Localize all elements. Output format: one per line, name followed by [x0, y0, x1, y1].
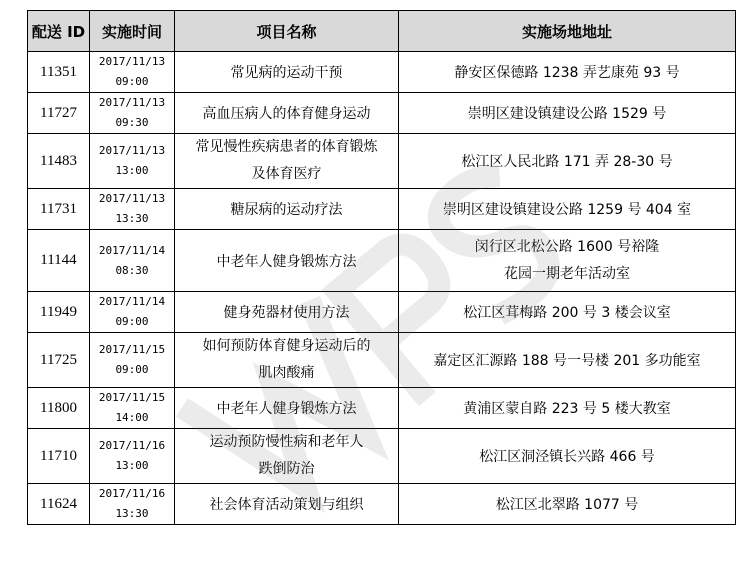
cell-clock: 09:00 — [115, 75, 149, 88]
cell-time — [90, 93, 175, 134]
cell-date: 2017/11/16 — [98, 439, 166, 452]
project-name-line: 常见慢性疾病患者的体育锻炼 — [195, 139, 378, 155]
table-row — [28, 292, 736, 333]
cell-clock: 13:30 — [115, 212, 149, 225]
cell-clock: 13:00 — [115, 164, 149, 177]
cell-delivery-id: 11800 — [28, 388, 90, 429]
project-name-line: 跌倒防治 — [258, 461, 315, 477]
cell-date: 2017/11/14 — [98, 295, 166, 308]
cell-address — [399, 333, 736, 388]
cell-time — [90, 388, 175, 429]
cell-project-name — [175, 429, 399, 484]
cell-date: 2017/11/14 — [98, 243, 166, 257]
table-row — [28, 429, 736, 484]
cell-project-name — [175, 52, 399, 93]
project-name-line: 及体育医疗 — [251, 166, 322, 182]
cell-delivery-id: 11949 — [28, 292, 90, 333]
cell-date: 2017/11/13 — [98, 96, 166, 109]
table-body — [28, 52, 736, 525]
cell-delivery-id: 11727 — [28, 93, 90, 134]
project-name-line: 中老年人健身锻炼方法 — [216, 253, 357, 270]
project-name-line: 运动预防慢性病和老年人 — [209, 434, 364, 450]
cell-clock: 09:00 — [115, 363, 149, 376]
table-row — [28, 134, 736, 189]
cell-time — [90, 292, 175, 333]
address-line: 崇明区建设镇建设公路 1529 号 — [467, 106, 667, 122]
project-name-line: 常见病的运动干预 — [230, 65, 343, 81]
cell-time — [90, 484, 175, 525]
cell-address — [399, 484, 736, 525]
cell-project-name — [175, 134, 399, 189]
cell-time — [90, 429, 175, 484]
cell-project-name — [175, 292, 399, 333]
address-line: 松江区洞泾镇长兴路 466 号 — [479, 449, 655, 465]
cell-clock: 09:00 — [115, 315, 149, 328]
cell-delivery-id: 11710 — [28, 429, 90, 484]
cell-time — [90, 189, 175, 230]
cell-address — [399, 292, 736, 333]
project-name-line: 糖尿病的运动疗法 — [230, 202, 343, 218]
cell-project-name — [175, 388, 399, 429]
cell-time — [90, 333, 175, 388]
cell-clock: 09:30 — [115, 116, 149, 129]
cell-project-name — [175, 333, 399, 388]
cell-date: 2017/11/13 — [98, 144, 166, 157]
project-name-line: 高血压病人的体育健身运动 — [202, 106, 371, 122]
schedule-table — [27, 10, 736, 525]
cell-delivery-id: 11144 — [28, 230, 90, 292]
cell-delivery-id: 11731 — [28, 189, 90, 230]
cell-clock: 13:30 — [115, 507, 149, 520]
address-line: 静安区保德路 1238 弄艺康苑 93 号 — [454, 65, 680, 81]
table-row — [28, 388, 736, 429]
address-line: 闵行区北松公路 1600 号裕隆 — [474, 238, 660, 255]
address-line: 嘉定区汇源路 188 号一号楼 201 多功能室 — [433, 353, 701, 369]
cell-project-name — [175, 230, 399, 292]
cell-address — [399, 230, 736, 292]
cell-clock: 14:00 — [115, 411, 149, 424]
cell-address — [399, 52, 736, 93]
cell-time — [90, 52, 175, 93]
cell-time — [90, 230, 175, 292]
cell-address — [399, 189, 736, 230]
table-row — [28, 230, 736, 292]
cell-date: 2017/11/15 — [98, 343, 166, 356]
cell-address — [399, 134, 736, 189]
project-name-line: 如何预防体育健身运动后的 — [202, 338, 371, 354]
project-name-line: 健身苑器材使用方法 — [223, 305, 350, 321]
address-line: 黄浦区蒙自路 223 号 5 楼大教室 — [463, 401, 671, 417]
address-line: 松江区茸梅路 200 号 3 楼会议室 — [463, 305, 671, 321]
cell-date: 2017/11/13 — [98, 55, 166, 68]
cell-date: 2017/11/15 — [98, 391, 166, 404]
project-name-line: 社会体育活动策划与组织 — [209, 497, 364, 513]
cell-delivery-id: 11351 — [28, 52, 90, 93]
table-row — [28, 189, 736, 230]
header-delivery-id: 配送 ID — [28, 11, 90, 52]
table-row — [28, 93, 736, 134]
cell-date: 2017/11/16 — [98, 487, 166, 500]
address-line: 松江区北翠路 1077 号 — [495, 497, 639, 513]
address-line: 崇明区建设镇建设公路 1259 号 404 室 — [442, 202, 692, 218]
cell-project-name — [175, 93, 399, 134]
cell-address — [399, 429, 736, 484]
cell-delivery-id: 11725 — [28, 333, 90, 388]
header-project-name: 项目名称 — [175, 11, 399, 52]
project-name-line: 肌肉酸痛 — [258, 365, 315, 381]
cell-delivery-id: 11624 — [28, 484, 90, 525]
address-line: 松江区人民北路 171 弄 28-30 号 — [461, 154, 673, 170]
cell-clock: 08:30 — [115, 263, 149, 277]
cell-address — [399, 388, 736, 429]
cell-date: 2017/11/13 — [98, 192, 166, 205]
cell-project-name — [175, 189, 399, 230]
project-name-line: 中老年人健身锻炼方法 — [216, 401, 357, 417]
cell-clock: 13:00 — [115, 459, 149, 472]
cell-time — [90, 134, 175, 189]
table-header-row — [28, 11, 736, 52]
cell-delivery-id: 11483 — [28, 134, 90, 189]
header-time: 实施时间 — [90, 11, 175, 52]
header-address: 实施场地地址 — [399, 11, 736, 52]
table-row — [28, 52, 736, 93]
table-row — [28, 484, 736, 525]
cell-address — [399, 93, 736, 134]
table-row — [28, 333, 736, 388]
address-line: 花园一期老年活动室 — [504, 265, 630, 282]
cell-project-name — [175, 484, 399, 525]
